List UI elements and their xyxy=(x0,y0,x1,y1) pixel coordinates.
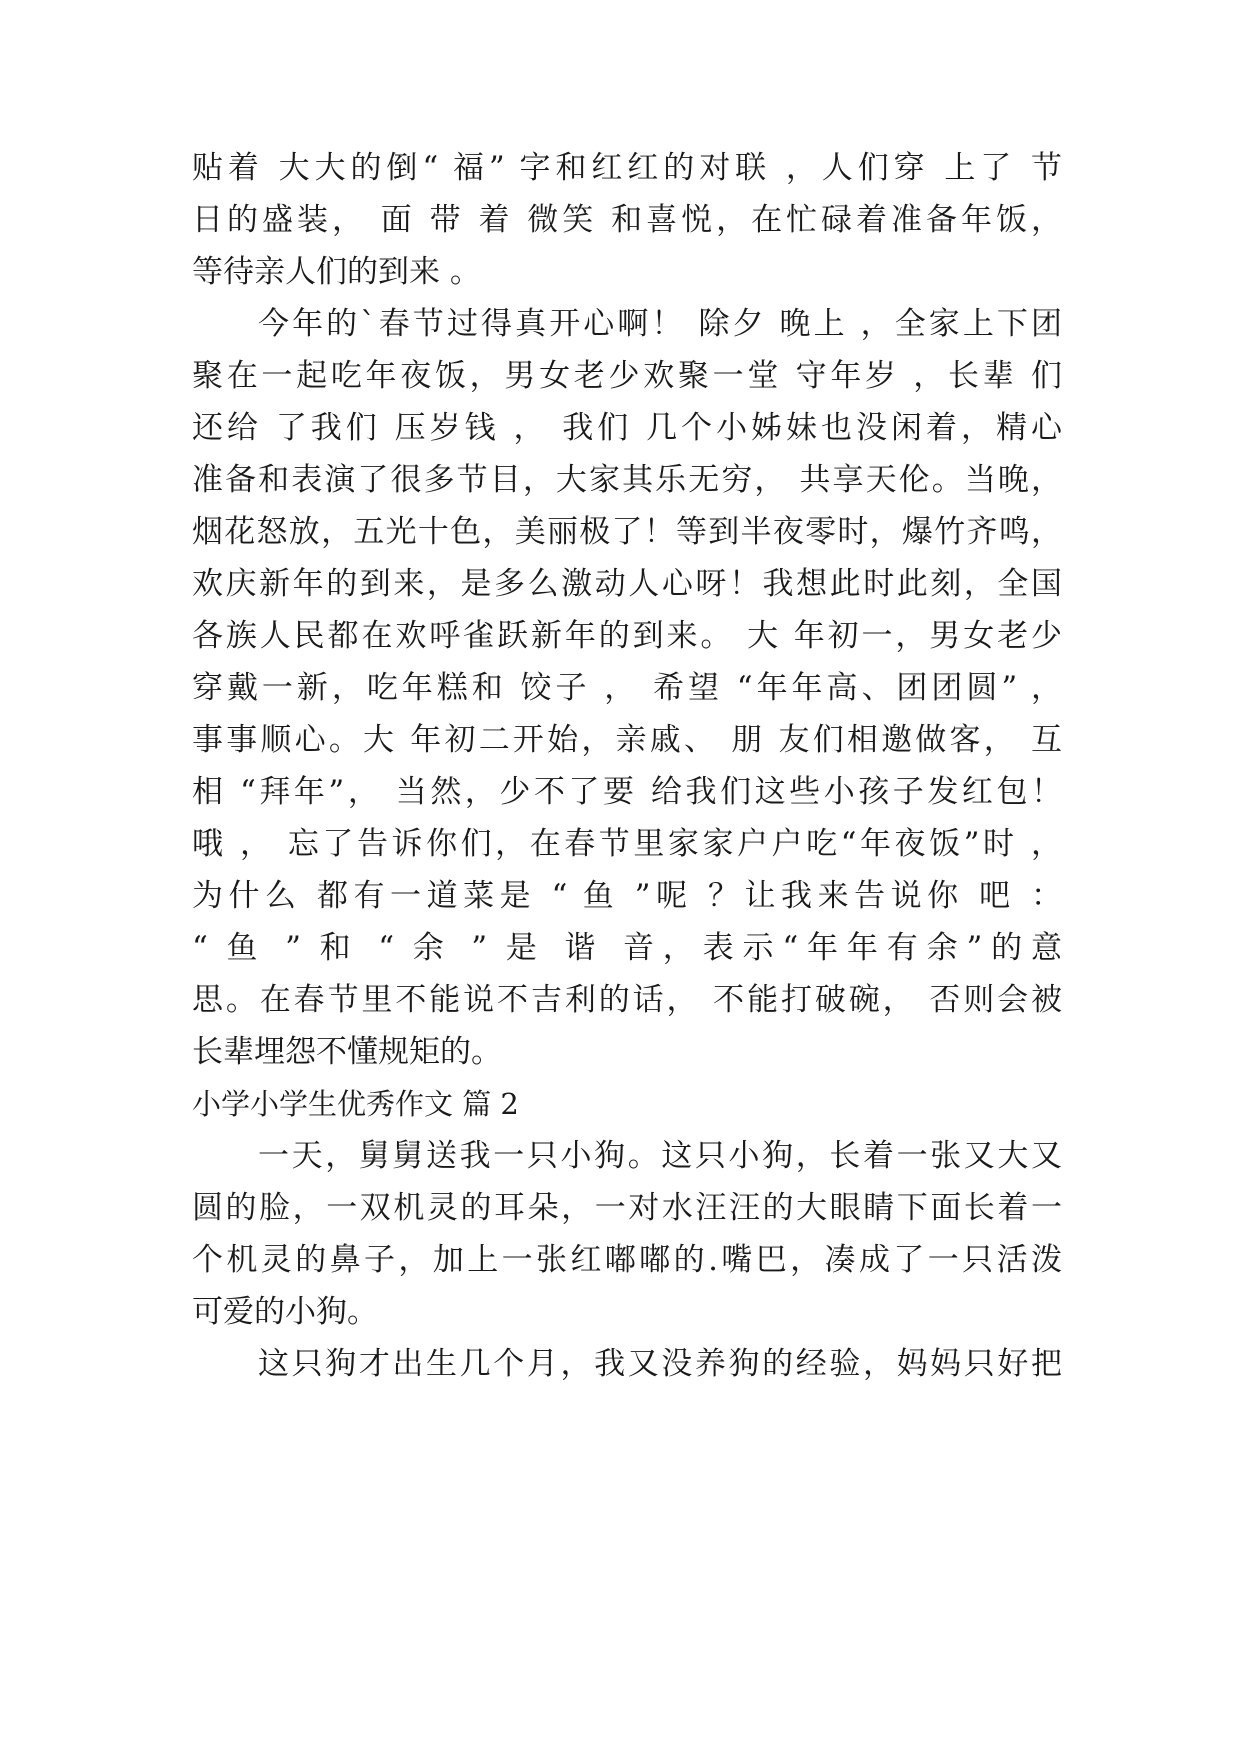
paragraph-2-line-5: 烟花怒放，五光十色，美丽极了！等到半夜零时，爆竹齐鸣， xyxy=(192,514,1062,550)
paragraph-2-line-2: 聚在一起吃年夜饭，男女老少欢聚一堂 守年岁 ，长辈 们 xyxy=(192,358,1062,394)
section2-paragraph-1-line-4: 可爱的小狗。 xyxy=(192,1294,378,1330)
paragraph-2-line-3: 还给 了我们 压岁钱 ， 我们 几个小姊妹也没闲着，精心 xyxy=(192,410,1062,446)
paragraph-2-line-13: “ 鱼 ” 和 “ 余 ” 是 谐 音，表示“年年有余”的意 xyxy=(192,930,1062,966)
paragraph-2-line-9: 事事顺心。大 年初二开始，亲戚、 朋 友们相邀做客， 互 xyxy=(192,722,1062,758)
section-heading: 小学小学生优秀作文 篇 2 xyxy=(192,1087,519,1121)
paragraph-2-line-12: 为什么 都有一道菜是 “ 鱼 ”呢 ？让我来告说你 吧 ： xyxy=(192,878,1062,914)
section2-paragraph-2-line-1: 这只狗才出生几个月，我又没养狗的经验，妈妈只好把 xyxy=(258,1346,1062,1382)
paragraph-2-line-4: 准备和表演了很多节目，大家其乐无穷， 共享天伦。当晚， xyxy=(192,462,1062,498)
paragraph-2-line-10: 相 “拜年”， 当然，少不了要 给我们这些小孩子发红包！ xyxy=(192,774,1062,810)
section2-paragraph-1-line-3: 个机灵的鼻子，加上一张红嘟嘟的.嘴巴，凑成了一只活泼 xyxy=(192,1242,1062,1278)
section2-paragraph-1-line-1: 一天，舅舅送我一只小狗。这只小狗，长着一张又大又 xyxy=(258,1138,1062,1174)
paragraph-2-line-1: 今年的`春节过得真开心啊！ 除夕 晚上 ，全家上下团 xyxy=(258,306,1062,342)
paragraph-2-line-6: 欢庆新年的到来，是多么激动人心呀！我想此时此刻，全国 xyxy=(192,566,1062,602)
paragraph-1-line-1: 贴着 大大的倒“ 福” 字和红红的对联 ，人们穿 上了 节 xyxy=(192,150,1062,186)
paragraph-2-line-14: 思。在春节里不能说不吉利的话， 不能打破碗， 否则会被 xyxy=(192,982,1062,1018)
paragraph-2-line-7: 各族人民都在欢呼雀跃新年的到来。 大 年初一，男女老少 xyxy=(192,618,1062,654)
paragraph-2-line-15: 长辈埋怨不懂规矩的。 xyxy=(192,1034,502,1070)
paragraph-2-line-8: 穿戴一新，吃年糕和 饺子 ， 希望 “年年高、团团圆” ， xyxy=(192,670,1062,706)
paragraph-1-line-3: 等待亲人们的到来 。 xyxy=(192,254,481,290)
section2-paragraph-1-line-2: 圆的脸，一双机灵的耳朵，一对水汪汪的大眼睛下面长着一 xyxy=(192,1190,1062,1226)
paragraph-2-line-11: 哦 ， 忘了告诉你们，在春节里家家户户吃“年夜饭”时 ， xyxy=(192,826,1062,862)
paragraph-1-line-2: 日的盛装， 面 带 着 微笑 和喜悦，在忙碌着准备年饭， xyxy=(192,202,1062,238)
